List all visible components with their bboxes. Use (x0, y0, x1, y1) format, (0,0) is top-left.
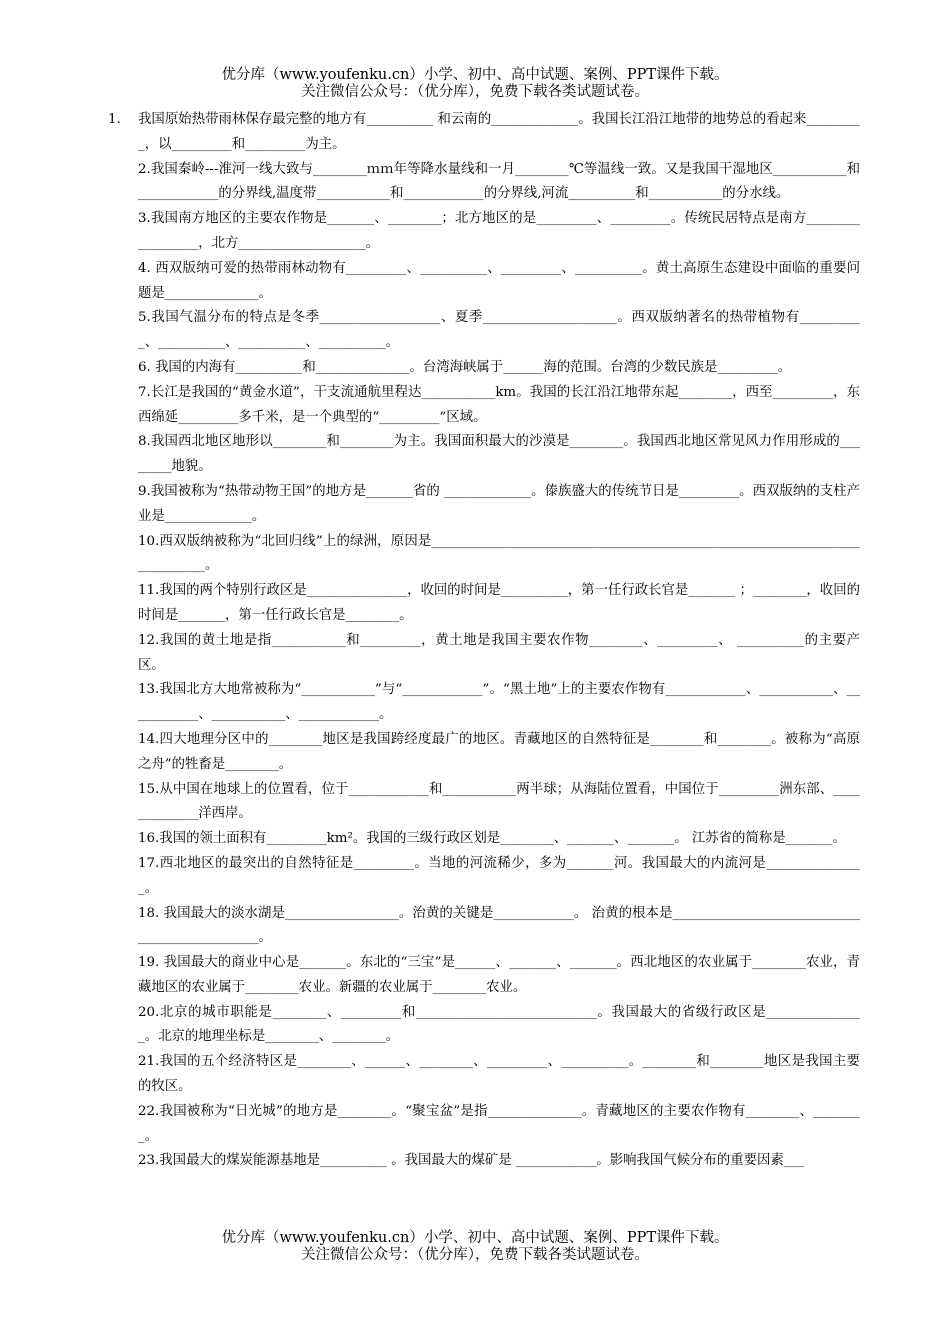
question-18: 18. 我国最大的淡水湖是_________________。治黄的关键是____________。 治黄的根本是______________________________________________。 (138, 905, 860, 946)
footer-line-1: 优分库（www.youfenku.cn）小学、初中、高中试题、案例、PPT课件下载。 (221, 1230, 729, 1246)
question-8: 8.我国西北地区地形以________和________为主。我国面积最大的沙漠是________。我国西北地区常见风力作用形成的________地貌。 (138, 434, 860, 475)
footer-line-2: 关注微信公众号：（优分库），免费下载各类试题试卷。 (301, 1247, 649, 1263)
question-19: 19. 我国最大的商业中心是_______。东北的“三宝”是______、_______、_______。西北地区的农业属于________农业，青藏地区的农业属于________农业。新疆的农业属于________农业。 (138, 955, 860, 995)
question-23: 23.我国最大的煤炭能源基地是__________ 。我国最大的煤矿是 ____________。影响我国气候分布的重要因素___ (138, 1153, 804, 1169)
question-1-number: 1. (108, 112, 121, 127)
question-17: 17.西北地区的最突出的自然特征是_________。当地的河流稀少，多为_______河。我国最大的内流河是_______________。 (138, 855, 860, 896)
question-6: 6. 我国的内海有__________和______________。台湾海峡属于______海的范围。台湾的少数民族是_________。 (138, 359, 792, 375)
question-9: 9.我国被称为“热带动物王国”的地方是_______省的 _____________。傣族盛大的传统节日是_________。西双版纳的支柱产业是_____________。 (138, 483, 860, 524)
page-header (0, 67, 950, 101)
question-22: 22.我国被称为“日光城”的地方是________。“聚宝盆”是指______________。青藏地区的主要农作物有________、________。 (138, 1103, 860, 1144)
question-14: 14.四大地理分区中的________地区是我国跨经度最广的地区。青藏地区的自然特征是________和________。被称为“高原之舟”的牲畜是________。 (138, 731, 860, 772)
question-21: 21.我国的五个经济特区是________、______、________、_________、__________。________和________地区是我国主要的牧区。 (138, 1054, 860, 1095)
question-10: 10.西双版纳被称为“北回归线”上的绿洲，原因是__________________________________________________________________________。 (138, 533, 860, 574)
question-12: 12.我国的黄土地是指___________和_________，黄土地是我国主要农作物________、_________、 __________的主要产区。 (138, 632, 860, 673)
question-list (108, 108, 860, 1174)
question-20: 20.北京的城市职能是________、_________和___________________________。我国最大的省级行政区是_______________。北京的地理坐标是________、________。 (138, 1004, 860, 1045)
page-footer (0, 1230, 950, 1264)
header-line-2: 关注微信公众号：（优分库），免费下载各类试题试卷。 (301, 84, 649, 100)
question-1-text: 我国原始热带雨林保存最完整的地方有__________ 和云南的_____________。我国长江沿江地带的地势总的看起来_________，以_________和_________为主。 (138, 112, 860, 152)
question-13: 13.我国北方大地常被称为“___________”与“____________”。“黑土地”上的主要农作物有____________、___________、___________、___________、____________。 (138, 682, 860, 723)
question-1 (108, 108, 860, 158)
question-4: 4. 西双版纳可爱的热带雨林动物有_________、__________、_________、__________。黄土高原生态建设中面临的重要问题是______________。 (138, 260, 860, 301)
question-7: 7.长江是我国的“黄金水道”，干支流通航里程达___________km。我国的长江沿江地带东起________，西至_________，东西绵延_________多千米，是一个典型的“_________”区域。 (138, 384, 860, 425)
question-16: 16.我国的领土面积有_________km²。我国的三级行政区划是________、_______、_______。 江苏省的简称是_______。 (138, 831, 846, 847)
question-15: 15.从中国在地球上的位置看，位于____________和___________两半球；从海陆位置看，中国位于_________洲东部、_____________洋西岸。 (138, 781, 860, 822)
question-2: 2.我国秦岭---淮河一线大致与________ｍｍ年等降水量线和一月________℃等温线一致。又是我国干湿地区___________和____________的分界线,温度带___________和____________的分界线,河流__________和___________的分水线。 (138, 161, 860, 202)
header-line-1: 优分库（www.youfenku.cn）小学、初中、高中试题、案例、PPT课件下载。 (221, 67, 729, 83)
question-11: 11.我国的两个特别行政区是_______________，收回的时间是__________，第一任行政长官是_______ ；________，收回的时间是_______，第一任行政长官是________。 (138, 583, 860, 623)
question-5: 5.我国气温分布的特点是冬季__________________、夏季____________________。西双版纳著名的热带植物有__________、__________、__________、__________。 (138, 310, 860, 351)
question-3: 3.我国南方地区的主要农作物是_______、________；北方地区的是_________、_________。传统民居特点是南方_________________，北方___________________。 (138, 211, 860, 251)
